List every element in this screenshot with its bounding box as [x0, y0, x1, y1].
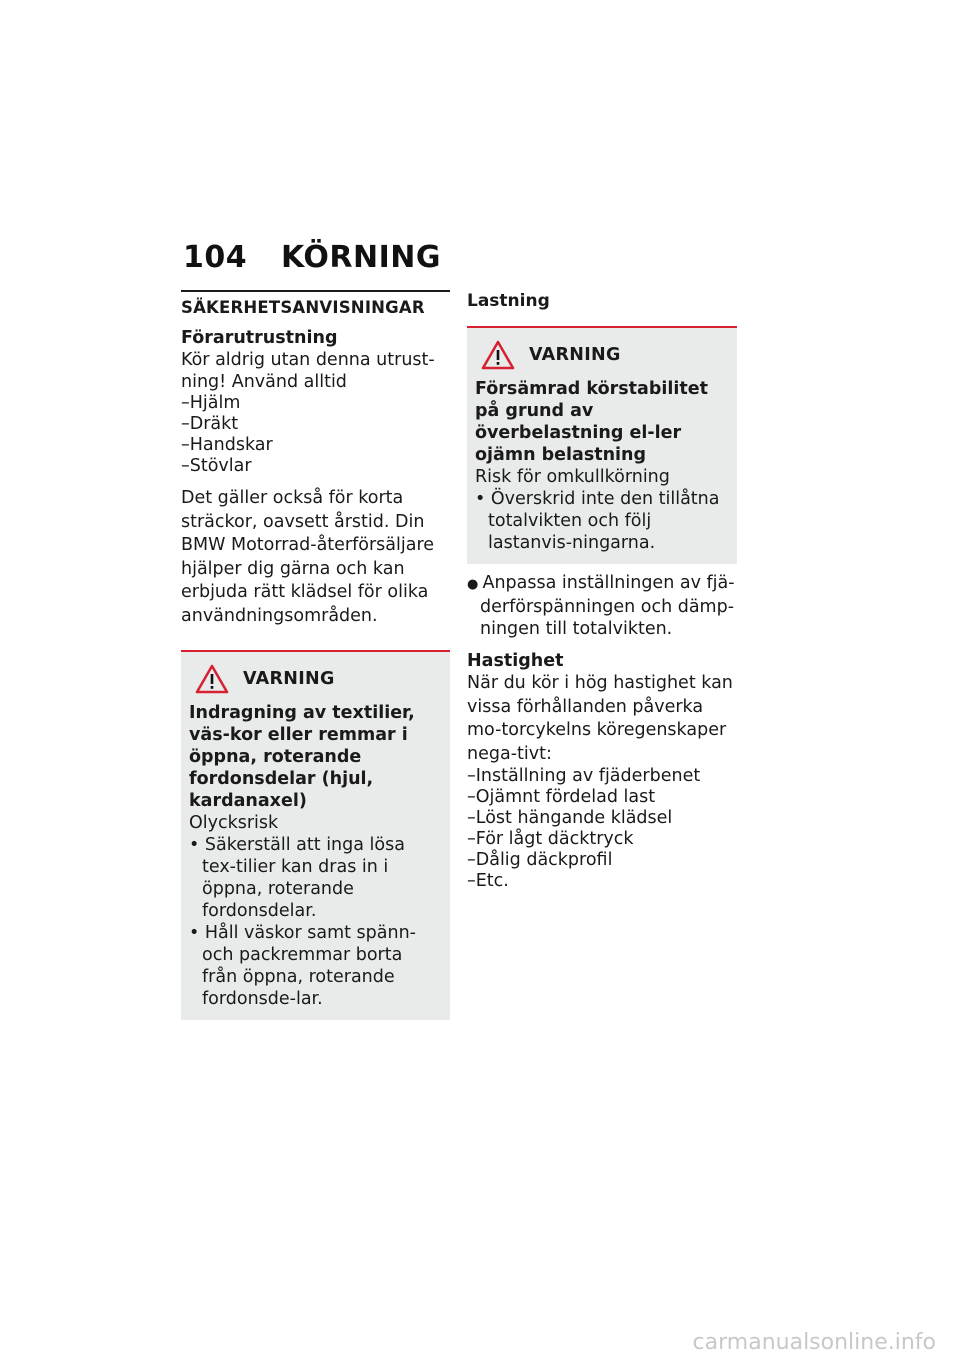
list-item: – Handskar	[181, 435, 450, 456]
list-item: – Löst hängande klädsel	[467, 808, 737, 829]
list-item: – Dräkt	[181, 414, 450, 435]
list-item: • Säkerställ att inga lösa tex-tilier kan dras in i öppna, roterande fordonsdelar.	[189, 834, 442, 922]
section-title: SÄKERHETSANVISNINGAR	[181, 290, 450, 317]
page-number: 104	[183, 240, 248, 275]
warning-box	[467, 326, 737, 564]
page-header	[183, 240, 441, 275]
section-title-loading: Lastning	[467, 291, 550, 311]
watermark: carmanualsonline.info	[692, 1330, 936, 1355]
warning-actions	[475, 488, 729, 554]
list-item: • Överskrid inte den tillåtna totalvikten och följ lastanvis-ningarna.	[475, 488, 729, 554]
list-item: – Ojämnt fördelad last	[467, 787, 737, 808]
left-column	[181, 290, 450, 1020]
warning-triangle-icon	[481, 340, 515, 370]
warning-label: VARNING	[243, 669, 335, 689]
intro-text: Kör aldrig utan denna utrust-ning! Använd alltid	[181, 350, 435, 392]
warning-label: VARNING	[529, 345, 621, 365]
list-item: – Inställning av fjäderbenet	[467, 766, 737, 787]
list-item: ● Anpassa inställningen av fjä-derförspänningen och dämp-ningen till totalvikten.	[467, 572, 737, 640]
chapter-title: KÖRNING	[281, 240, 442, 275]
speed-factors-list	[467, 766, 737, 892]
body-paragraph: Det gäller också för korta sträckor, oavsett årstid. Din BMW Motorrad-återförsäljare hjälper dig gärna och kan erbjuda rätt klädsel för olika användningsområden.	[181, 488, 435, 626]
warning-triangle-icon	[195, 664, 229, 694]
warning-risk: Olycksrisk	[189, 813, 279, 833]
instruction-list	[467, 572, 737, 640]
list-item: • Håll väskor samt spänn-och packremmar borta från öppna, roterande fordonsde-lar.	[189, 922, 442, 1010]
subheading-speed: Hastighet	[467, 651, 564, 671]
list-item: – Dålig däckprofil	[467, 850, 737, 871]
warning-header	[189, 664, 442, 694]
warning-title: Försämrad körstabilitet på grund av överbelastning el-ler ojämn belastning	[475, 379, 708, 465]
list-item: – Stövlar	[181, 456, 450, 477]
warning-risk: Risk för omkullkörning	[475, 467, 670, 487]
warning-actions	[189, 834, 442, 1010]
list-item: – För lågt däcktryck	[467, 829, 737, 850]
warning-title: Indragning av textilier, väs-kor eller remmar i öppna, roterande fordonsdelar (hjul, kardanaxel)	[189, 703, 415, 811]
list-item: – Hjälm	[181, 393, 450, 414]
equipment-list	[181, 393, 450, 477]
subheading-rider-equipment: Förarutrustning	[181, 328, 338, 348]
warning-header	[475, 340, 729, 370]
list-item: – Etc.	[467, 871, 737, 892]
warning-box	[181, 650, 450, 1020]
speed-text: När du kör i hög hastighet kan vissa förhållanden påverka mo-torcykelns köregenskaper nega-tivt:	[467, 673, 733, 764]
right-column	[467, 290, 737, 892]
